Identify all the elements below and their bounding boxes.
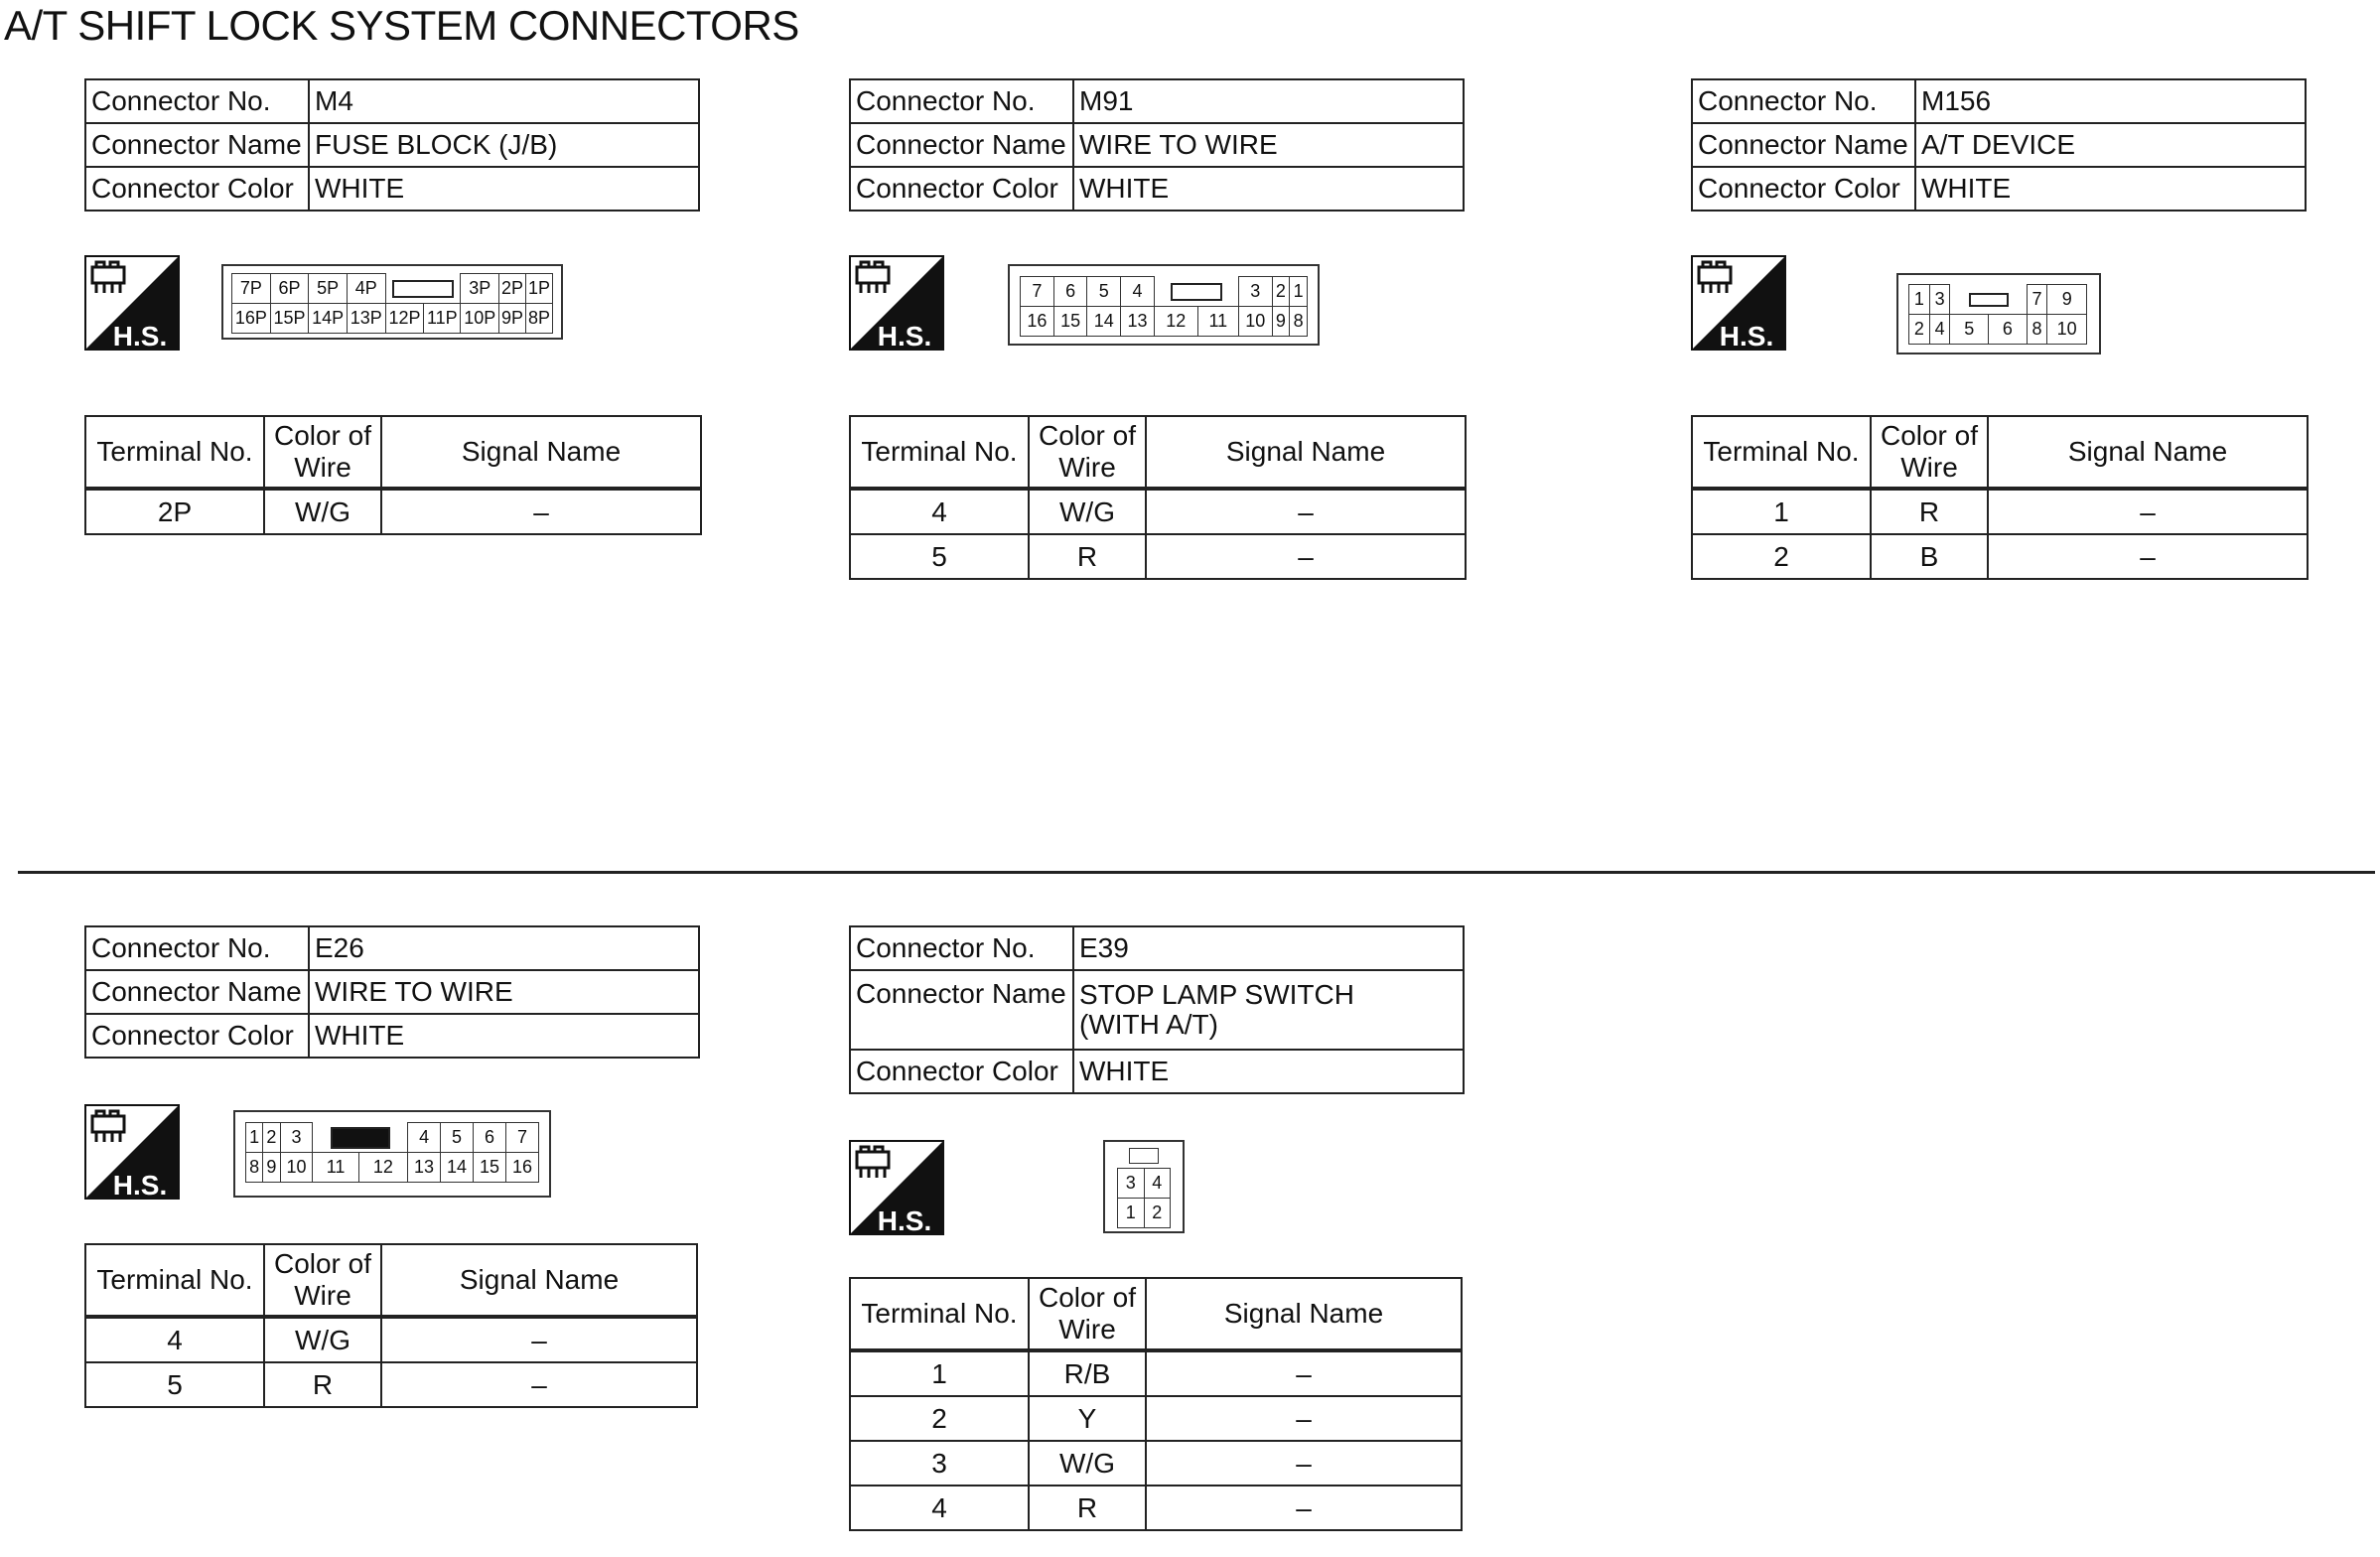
signal-name: – [1146, 534, 1466, 579]
signal-name: – [381, 489, 701, 534]
header-terminal-no: Terminal No. [850, 1278, 1029, 1350]
pin: 4P [347, 274, 385, 304]
terminal-no: 2 [1692, 534, 1871, 579]
pin: 15 [1053, 307, 1087, 337]
label-connector-name: Connector Name [850, 123, 1073, 167]
pin: 10P [461, 304, 499, 334]
hs-label: H.S. [877, 1205, 932, 1235]
table-row [850, 1486, 1462, 1530]
pin: 14P [309, 304, 348, 334]
connector-face [1103, 1140, 1185, 1233]
hs-label: H.S. [877, 321, 932, 351]
terminal-no: 5 [85, 1362, 264, 1407]
connector-no-value: E26 [309, 926, 699, 970]
connector-face [221, 264, 563, 340]
signal-name: – [381, 1362, 697, 1407]
connector-no-value: M91 [1073, 79, 1464, 123]
pin: 12 [358, 1153, 407, 1183]
terminal-no: 2 [850, 1396, 1029, 1441]
connector-lock [1129, 1148, 1159, 1164]
pin: 10 [1238, 307, 1272, 337]
pin: 7 [1021, 277, 1054, 307]
header-color-of-wire: Color of Wire [264, 416, 381, 489]
pin: 5 [1087, 277, 1121, 307]
terminal-no: 1 [1692, 489, 1871, 534]
terminal-table [849, 415, 1467, 580]
section-divider [18, 871, 2375, 874]
header-signal-name: Signal Name [1146, 416, 1466, 489]
pin: 9 [263, 1153, 280, 1183]
pin: 7 [505, 1123, 538, 1153]
label-connector-color: Connector Color [850, 1050, 1073, 1093]
connector-block-m156 [1691, 78, 2316, 572]
terminal-table [84, 415, 702, 535]
pin: 6P [270, 274, 309, 304]
header-color-of-wire: Color of Wire [1029, 1278, 1146, 1350]
connector-lock [1969, 293, 2009, 307]
pin: 2 [1272, 277, 1290, 307]
pin: 8 [246, 1153, 263, 1183]
table-row [850, 1350, 1462, 1396]
hs-label: H.S. [1719, 321, 1774, 351]
pin: 16 [1021, 307, 1054, 337]
pin: 6 [1053, 277, 1087, 307]
terminal-table [849, 1277, 1463, 1531]
pin: 3 [280, 1123, 313, 1153]
wire-color: R [1871, 489, 1988, 534]
harness-side-icon [84, 255, 180, 351]
connector-lock [1171, 283, 1222, 301]
pin: 3 [1929, 285, 1950, 315]
wire-color: Y [1029, 1396, 1146, 1441]
pin: 11 [313, 1153, 358, 1183]
wire-color: W/G [264, 489, 381, 534]
label-connector-no: Connector No. [850, 926, 1073, 970]
wire-color: W/G [1029, 489, 1146, 534]
harness-side-icon [84, 1104, 180, 1200]
connector-info-table [1691, 78, 2307, 212]
label-connector-color: Connector Color [1692, 167, 1915, 211]
wire-color: R [1029, 1486, 1146, 1530]
connector-name-value: WIRE TO WIRE [309, 970, 699, 1014]
wire-color: W/G [1029, 1441, 1146, 1486]
pin: 2P [499, 274, 526, 304]
terminal-grid [1020, 276, 1308, 337]
terminal-table [84, 1243, 698, 1408]
connector-info-table [849, 925, 1465, 1094]
lock-cell [313, 1123, 408, 1153]
header-color-of-wire: Color of Wire [264, 1244, 381, 1317]
harness-side-icon [849, 1140, 944, 1235]
signal-name: – [1146, 1396, 1462, 1441]
connector-info-table [849, 78, 1465, 212]
connector-face [1008, 264, 1320, 346]
wire-color: W/G [264, 1317, 381, 1362]
pin: 14 [441, 1153, 474, 1183]
table-row [85, 1362, 697, 1407]
pin: 12P [385, 304, 424, 334]
connector-name-value: WIRE TO WIRE [1073, 123, 1464, 167]
connector-block-m4 [84, 78, 710, 527]
pin: 5 [441, 1123, 474, 1153]
header-color-of-wire: Color of Wire [1871, 416, 1988, 489]
connector-name-value [1073, 970, 1464, 1050]
hs-label: H.S. [112, 1170, 168, 1200]
connector-color-value: WHITE [309, 167, 699, 211]
connector-face [233, 1110, 551, 1198]
terminal-grid [1117, 1168, 1171, 1228]
header-signal-name: Signal Name [1146, 1278, 1462, 1350]
signal-name: – [1988, 489, 2308, 534]
terminal-no: 4 [850, 489, 1029, 534]
wire-color: R/B [1029, 1350, 1146, 1396]
pin: 9P [499, 304, 526, 334]
pin: 3P [461, 274, 499, 304]
signal-name: – [381, 1317, 697, 1362]
page-title: A/T SHIFT LOCK SYSTEM CONNECTORS [4, 2, 799, 49]
harness-side-icon [849, 255, 944, 351]
label-connector-name: Connector Name [850, 970, 1073, 1050]
pin: 16 [505, 1153, 538, 1183]
pin: 7 [2027, 285, 2047, 315]
pin: 1 [246, 1123, 263, 1153]
label-connector-color: Connector Color [85, 1014, 309, 1058]
pin: 2 [263, 1123, 280, 1153]
header-terminal-no: Terminal No. [85, 1244, 264, 1317]
label-connector-name: Connector Name [85, 123, 309, 167]
connector-block-e26 [84, 925, 710, 1400]
table-row [850, 1396, 1462, 1441]
pin: 8P [525, 304, 552, 334]
connector-color-value: WHITE [1073, 1050, 1464, 1093]
pin: 5 [1950, 315, 1989, 345]
pin: 16P [232, 304, 271, 334]
signal-name: – [1146, 1441, 1462, 1486]
pin: 5P [309, 274, 348, 304]
connector-lock [392, 280, 454, 298]
pin: 6 [474, 1123, 506, 1153]
pin: 3 [1238, 277, 1272, 307]
table-row [85, 1317, 697, 1362]
pin: 1 [1909, 285, 1930, 315]
label-connector-no: Connector No. [85, 926, 309, 970]
pin: 13P [347, 304, 385, 334]
pin: 9 [2047, 285, 2087, 315]
signal-name: – [1146, 489, 1466, 534]
connector-name-value: A/T DEVICE [1915, 123, 2306, 167]
pin: 11 [1197, 307, 1238, 337]
pin: 2 [1909, 315, 1930, 345]
pin: 11P [424, 304, 461, 334]
terminal-no: 2P [85, 489, 264, 534]
table-row [1692, 489, 2308, 534]
table-row [850, 534, 1466, 579]
pin: 9 [1272, 307, 1290, 337]
connector-name-line1: STOP LAMP SWITCH [1079, 979, 1354, 1010]
pin: 15 [474, 1153, 506, 1183]
wire-color: R [264, 1362, 381, 1407]
signal-name: – [1988, 534, 2308, 579]
label-connector-name: Connector Name [85, 970, 309, 1014]
terminal-no: 1 [850, 1350, 1029, 1396]
connector-no-value: M4 [309, 79, 699, 123]
lock-cell [1950, 285, 2027, 315]
table-row [850, 489, 1466, 534]
pin: 4 [1144, 1169, 1171, 1199]
header-terminal-no: Terminal No. [85, 416, 264, 489]
connector-block-e39 [849, 925, 1474, 1523]
label-connector-color: Connector Color [85, 167, 309, 211]
connector-no-value: E39 [1073, 926, 1464, 970]
table-row [1692, 534, 2308, 579]
pin: 4 [1121, 277, 1155, 307]
pin: 14 [1087, 307, 1121, 337]
pin: 13 [1121, 307, 1155, 337]
pin: 13 [408, 1153, 441, 1183]
header-terminal-no: Terminal No. [850, 416, 1029, 489]
signal-name: – [1146, 1350, 1462, 1396]
pin: 7P [232, 274, 271, 304]
pin: 8 [1290, 307, 1308, 337]
label-connector-no: Connector No. [850, 79, 1073, 123]
header-signal-name: Signal Name [381, 1244, 697, 1317]
terminal-grid [245, 1122, 539, 1183]
header-signal-name: Signal Name [1988, 416, 2308, 489]
connector-no-value: M156 [1915, 79, 2306, 123]
pin: 15P [270, 304, 309, 334]
connector-lock [331, 1127, 390, 1149]
pin: 3 [1118, 1169, 1145, 1199]
header-signal-name: Signal Name [381, 416, 701, 489]
connector-face [1896, 273, 2101, 354]
pin: 8 [2027, 315, 2047, 345]
connector-name-value: FUSE BLOCK (J/B) [309, 123, 699, 167]
lock-cell [385, 274, 461, 304]
terminal-no: 4 [850, 1486, 1029, 1530]
harness-side-icon [1691, 255, 1786, 351]
terminal-no: 3 [850, 1441, 1029, 1486]
connector-color-value: WHITE [1073, 167, 1464, 211]
label-connector-name: Connector Name [1692, 123, 1915, 167]
hs-label: H.S. [112, 321, 168, 351]
connector-color-value: WHITE [309, 1014, 699, 1058]
connector-info-table [84, 78, 700, 212]
pin: 1P [525, 274, 552, 304]
signal-name: – [1146, 1486, 1462, 1530]
pin: 4 [408, 1123, 441, 1153]
connector-color-value: WHITE [1915, 167, 2306, 211]
pin: 1 [1118, 1199, 1145, 1228]
terminal-grid [231, 273, 553, 334]
label-connector-no: Connector No. [1692, 79, 1915, 123]
terminal-no: 5 [850, 534, 1029, 579]
terminal-no: 4 [85, 1317, 264, 1362]
label-connector-no: Connector No. [85, 79, 309, 123]
pin: 12 [1154, 307, 1197, 337]
connector-name-line2: (WITH A/T) [1079, 1009, 1218, 1040]
label-connector-color: Connector Color [850, 167, 1073, 211]
pin: 1 [1290, 277, 1308, 307]
lock-cell [1154, 277, 1238, 307]
pin: 6 [1989, 315, 2028, 345]
connector-block-m91 [849, 78, 1474, 572]
header-terminal-no: Terminal No. [1692, 416, 1871, 489]
pin: 4 [1929, 315, 1950, 345]
pin: 10 [280, 1153, 313, 1183]
terminal-grid [1908, 284, 2087, 345]
pin: 10 [2047, 315, 2087, 345]
header-color-of-wire: Color of Wire [1029, 416, 1146, 489]
table-row [85, 489, 701, 534]
terminal-table [1691, 415, 2309, 580]
wire-color: R [1029, 534, 1146, 579]
connector-info-table [84, 925, 700, 1059]
pin: 2 [1144, 1199, 1171, 1228]
table-row [850, 1441, 1462, 1486]
wire-color: B [1871, 534, 1988, 579]
